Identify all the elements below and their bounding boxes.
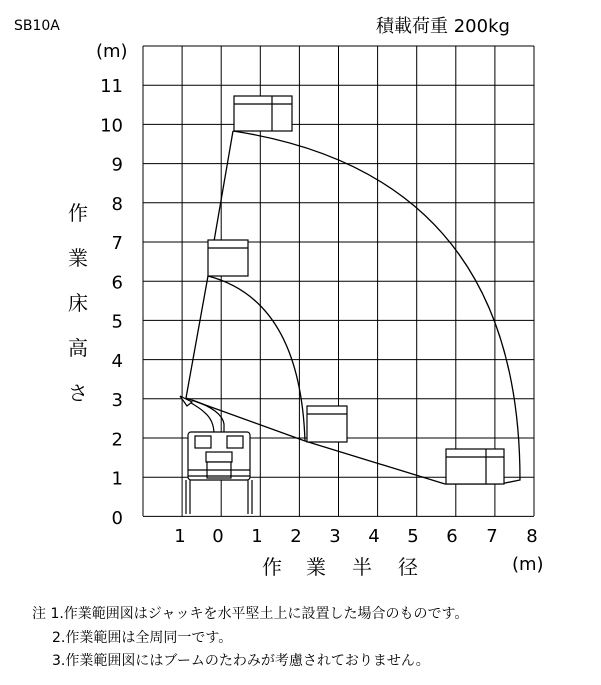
platform-middle [307, 406, 347, 442]
x-axis-ticks [174, 526, 537, 547]
y-axis-title [68, 201, 88, 405]
y-tick-label: 2 [111, 429, 123, 451]
y-tick-label: 1 [111, 468, 123, 490]
y-tick-label: 7 [111, 233, 123, 255]
x-tick-label: 3 [329, 526, 341, 547]
note-1: 注 1.作業範囲図はジャッキを水平堅土上に設置した場合のものです。 [32, 606, 469, 622]
x-tick-label: 1 [174, 526, 186, 547]
x-tick-label: 1 [251, 526, 263, 547]
platform-top [234, 96, 292, 131]
y-axis-title-char: さ [68, 381, 88, 405]
x-axis-title-char: 半 [352, 555, 372, 579]
y-tick-label: 6 [111, 272, 123, 294]
y-tick-label: 0 [111, 508, 123, 529]
inner-envelope-arc [208, 276, 305, 441]
y-axis-ticks [100, 76, 123, 529]
platform-upper-left [208, 240, 248, 276]
x-axis-unit: (m) [512, 554, 544, 575]
y-axis-title-char: 高 [68, 336, 88, 360]
y-axis-unit: (m) [96, 41, 128, 62]
y-tick-label: 3 [111, 390, 123, 412]
y-tick-label: 9 [111, 154, 123, 176]
note-3: 3.作業範囲図にはブームのたわみが考慮されておりません。 [52, 653, 430, 669]
x-tick-label: 8 [526, 526, 538, 547]
y-tick-label: 4 [111, 350, 123, 372]
x-tick-label: 5 [407, 526, 419, 547]
x-axis-title-char: 作 [262, 555, 282, 579]
y-axis-title-char: 床 [68, 291, 88, 315]
x-tick-label: 6 [446, 526, 458, 547]
y-tick-label: 11 [100, 76, 123, 97]
x-tick-label: 2 [290, 526, 302, 547]
y-tick-label: 10 [100, 115, 123, 137]
boom-base-to-upper [186, 276, 208, 398]
x-axis-title [262, 555, 418, 579]
x-tick-label: 0 [212, 526, 224, 547]
platforms [208, 96, 504, 484]
x-tick-label: 4 [368, 526, 380, 547]
y-axis-title-char: 業 [68, 246, 88, 270]
x-axis-title-char: 業 [306, 555, 326, 579]
working-range-envelope [186, 131, 520, 484]
platform-right [446, 449, 504, 484]
y-tick-label: 8 [111, 193, 123, 215]
load-capacity-label: 積載荷重 200kg [376, 16, 510, 37]
vehicle-icon [180, 396, 252, 514]
x-axis-title-char: 径 [398, 555, 418, 579]
note-2: 2.作業範囲は全周同一です。 [52, 630, 233, 646]
x-tick-label: 7 [486, 526, 498, 547]
model-name: SB10A [14, 18, 60, 34]
y-tick-label: 5 [111, 311, 123, 333]
y-axis-title-char: 作 [68, 201, 88, 225]
